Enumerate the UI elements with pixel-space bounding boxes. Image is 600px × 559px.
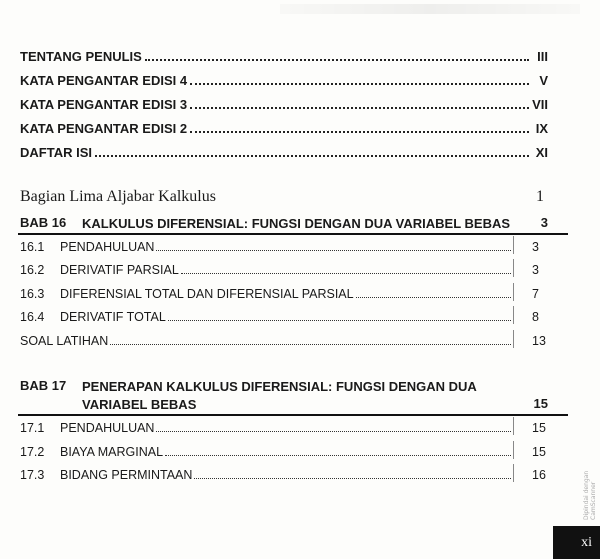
column-divider [513, 330, 514, 348]
section-label: PENDAHULUAN [60, 240, 155, 254]
leader-dots [168, 320, 511, 321]
section-number: 16.2 [20, 263, 45, 277]
toc-front-item[interactable] [20, 116, 548, 136]
scanner-watermark: Dipindai dengan CamScanner [583, 470, 597, 520]
column-divider [513, 306, 514, 324]
section-page: 8 [532, 310, 539, 324]
toc-item-page: VII [532, 97, 548, 112]
toc-item-label: TENTANG PENULIS [20, 49, 142, 64]
toc-entry[interactable] [20, 441, 548, 459]
column-divider [513, 236, 514, 254]
leader-dots [181, 273, 511, 274]
chapter-17-heading[interactable] [20, 378, 568, 414]
part-page: 1 [536, 188, 544, 205]
toc-item-label: KATA PENGANTAR EDISI 2 [20, 121, 188, 136]
toc-item-label: KATA PENGANTAR EDISI 4 [20, 73, 188, 88]
section-label: PENDAHULUAN [60, 421, 155, 435]
column-divider [513, 417, 514, 435]
column-divider [513, 283, 514, 301]
toc-entry[interactable] [20, 236, 548, 254]
toc-entry[interactable] [20, 330, 548, 348]
column-divider [513, 441, 514, 459]
column-divider [513, 259, 514, 277]
toc-entry[interactable] [20, 306, 548, 324]
chapter-16-heading[interactable] [20, 213, 568, 235]
section-label: DIFERENSIAL TOTAL DAN DIFERENSIAL PARSIAL [60, 287, 354, 301]
chapter-rule [18, 414, 568, 416]
section-page: 13 [532, 334, 546, 348]
toc-front-item[interactable] [20, 68, 548, 88]
leader-dots [110, 344, 511, 345]
section-label: SOAL LATIHAN [20, 334, 109, 348]
toc-item-page: III [537, 49, 548, 64]
toc-entry[interactable] [20, 464, 548, 482]
section-page: 3 [532, 263, 539, 277]
column-divider [513, 464, 514, 482]
toc-item-page: XI [535, 145, 548, 160]
chapter-number: BAB 17 [20, 378, 67, 393]
toc-entry[interactable] [20, 259, 548, 277]
chapter-title-line2: VARIABEL BEBAS [82, 397, 197, 412]
chapter-number: BAB 16 [20, 215, 67, 230]
chapter-rule [18, 233, 568, 235]
section-label: DERIVATIF PARSIAL [60, 263, 179, 277]
chapter-title-line1: PENERAPAN KALKULUS DIFERENSIAL: FUNGSI DENGAN DUA [82, 379, 477, 394]
leader-dots [194, 478, 511, 479]
toc-item-label: DAFTAR ISI [20, 145, 92, 160]
leader-dots [356, 297, 511, 298]
part-title: Bagian Lima Aljabar Kalkulus [20, 188, 216, 205]
toc-item-page: IX [535, 121, 548, 136]
toc-entry[interactable] [20, 283, 548, 301]
chapter-page: 15 [533, 396, 548, 411]
section-number: 17.2 [20, 445, 45, 459]
section-number: 17.1 [20, 421, 45, 435]
section-number: 17.3 [20, 468, 45, 482]
leader-dots [156, 431, 511, 432]
leader-dots [156, 250, 511, 251]
section-number: 16.4 [20, 310, 45, 324]
page-number: xi [553, 526, 600, 559]
chapter-page: 3 [540, 215, 548, 230]
toc-item-page: V [539, 73, 548, 88]
leader-dots [165, 455, 511, 456]
section-page: 7 [532, 287, 539, 301]
section-number: 16.1 [20, 240, 45, 254]
section-page: 15 [532, 445, 546, 459]
leader-dots [190, 131, 529, 133]
toc-entry[interactable] [20, 417, 548, 435]
section-page: 16 [532, 468, 546, 482]
section-page: 3 [532, 240, 539, 254]
toc-item-label: KATA PENGANTAR EDISI 3 [20, 97, 188, 112]
section-number: 16.3 [20, 287, 45, 301]
section-label: BIDANG PERMINTAAN [60, 468, 193, 482]
toc-front-item[interactable] [20, 44, 548, 64]
toc-front-item[interactable] [20, 140, 548, 160]
bleed-through [280, 4, 580, 14]
section-page: 15 [532, 421, 546, 435]
leader-dots [190, 107, 529, 109]
section-label: BIAYA MARGINAL [60, 445, 164, 459]
section-label: DERIVATIF TOTAL [60, 310, 166, 324]
part-heading[interactable] [20, 184, 550, 206]
leader-dots [190, 83, 529, 85]
leader-dots [95, 155, 529, 157]
leader-dots [145, 59, 529, 61]
chapter-title: KALKULUS DIFERENSIAL: FUNGSI DENGAN DUA VARIABEL BEBAS [82, 216, 511, 231]
toc-front-item[interactable] [20, 92, 548, 112]
